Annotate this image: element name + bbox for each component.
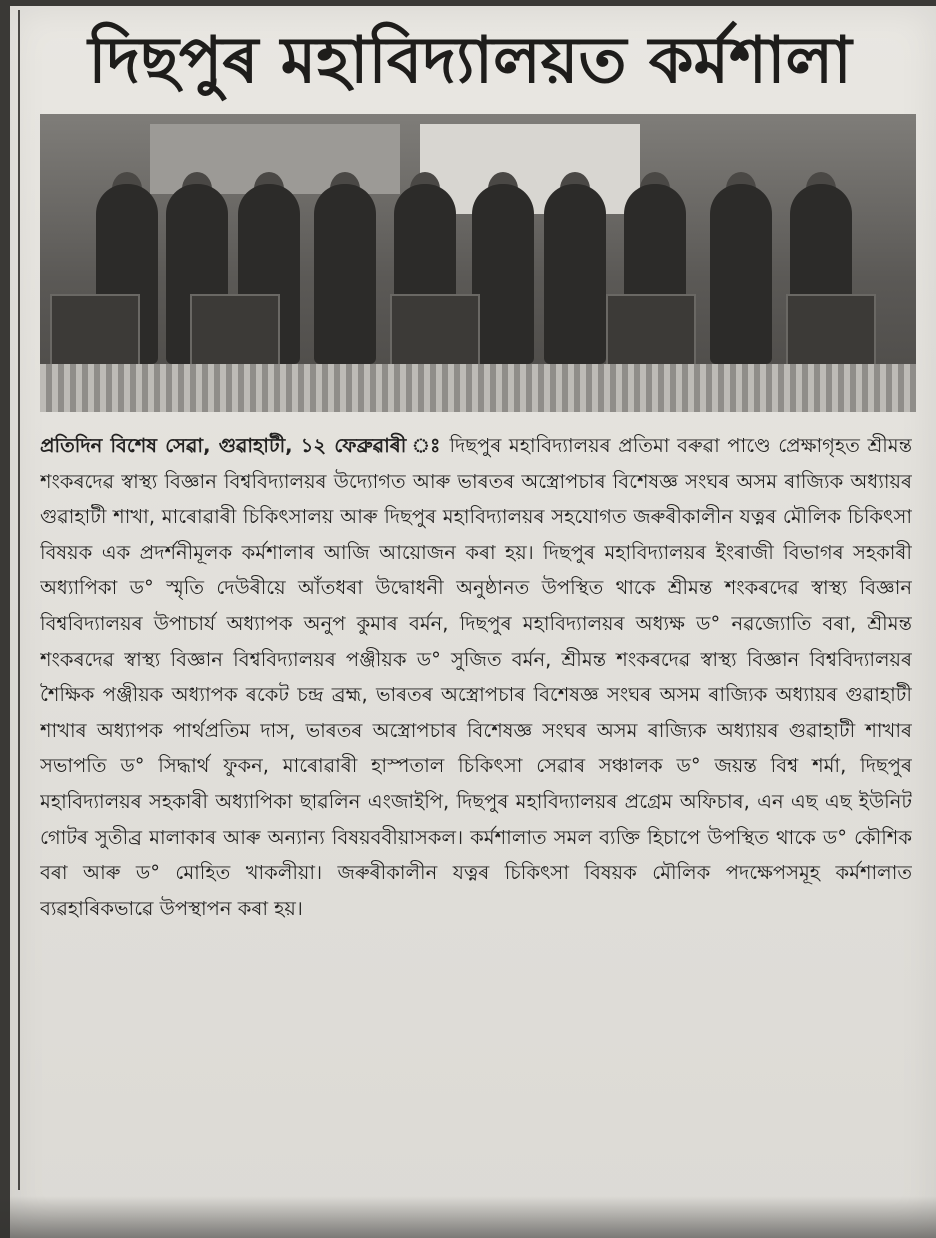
photo-podium (390, 294, 480, 370)
column-rule (18, 10, 20, 1190)
article-body (40, 428, 912, 1188)
photo-podium (50, 294, 140, 370)
photo-person (710, 184, 772, 364)
article-dateline: প্ৰতিদিন বিশেষ সেৱা, গুৱাহাটী, ১২ ফেব্ৰুৱাৰী ঃ (40, 434, 442, 457)
photo-podium (190, 294, 280, 370)
article-text: দিছপুৰ মহাবিদ্যালয়ৰ প্ৰতিমা বৰুৱা পাণ্ডে প্ৰেক্ষাগৃহত শ্ৰীমন্ত শংকৰদেৱ স্বাস্থ্য বিজ্ঞান বিশ্ববিদ্যালয়ৰ উদ্যোগত আৰু ভাৰতৰ অস্ত্ৰোপচাৰ বিশেষজ্ঞ সংঘৰ অসম ৰাজ্যিক অধ্যায়ৰ গুৱাহাটী শাখা, মাৰোৱাৰী চিকিৎসালয় আৰু দিছপুৰ মহাবিদ্যালয়ৰ সহযোগত জৰুৰীকালীন যত্নৰ মৌলিক চিকিৎসা বিষয়ক এক প্ৰদৰ্শনীমূলক কৰ্মশালাৰ আজি আয়োজন কৰা হয়। দিছপুৰ মহাবিদ্যালয়ৰ ইংৰাজী বিভাগৰ সহকাৰী অধ্যাপিকা ড° স্মৃতি দেউৰীয়ে আঁতধৰা উদ্বোধনী অনুষ্ঠানত উপস্থিত থাকে শ্ৰীমন্ত শংকৰদেৱ স্বাস্থ্য বিজ্ঞান বিশ্ববিদ্যালয়ৰ উপাচাৰ্য অধ্যাপক অনুপ কুমাৰ বৰ্মন, দিছপুৰ মহাবিদ্যালয়ৰ অধ্যক্ষ ড° নৱজ্যোতি বৰা, শ্ৰীমন্ত শংকৰদেৱ স্বাস্থ্য বিজ্ঞান বিশ্ববিদ্যালয়ৰ পঞ্জীয়ক ড° সুজিত বৰ্মন, শ্ৰীমন্ত শংকৰদেৱ স্বাস্থ্য বিজ্ঞান বিশ্ববিদ্যালয়ৰ শৈক্ষিক পঞ্জীয়ক অধ্যাপক ৰকেট চন্দ্ৰ ব্ৰহ্ম, ভাৰতৰ অস্ত্ৰোপচাৰ বিশেষজ্ঞ সংঘৰ অসম ৰাজ্যিক অধ্যায়ৰ গুৱাহাটী শাখাৰ অধ্যাপক পাৰ্থপ্ৰতিম দাস, ভাৰতৰ অস্ত্ৰোপচাৰ বিশেষজ্ঞ সংঘৰ অসম ৰাজ্যিক অধ্যায়ৰ গুৱাহাটী শাখাৰ সভাপতি ড° সিদ্ধাৰ্থ ফুকন, মাৰোৱাৰী হাস্পতাল চিকিৎসা সেৱাৰ সঞ্চালক ড° জয়ন্ত বিশ্ব শৰ্মা, দিছপুৰ মহাবিদ্যালয়ৰ সহকাৰী অধ্যাপিকা ছাৱলিন এংজাইপি, দিছপুৰ মহাবিদ্যালয়ৰ প্ৰগ্ৰেম অফিচাৰ, এন এছ এছ ইউনিট গোটৰ সুতীব্ৰ মালাকাৰ আৰু অন্যান্য বিষয়ববীয়াসকল। কৰ্মশালাত সমল ব্যক্তি হিচাপে উপস্থিত থাকে ড° কৌশিক বৰা আৰু ড° মোহিত খাকলীয়া। জৰুৰীকালীন যত্নৰ চিকিৎসা বিষয়ক মৌলিক পদক্ষেপসমূহ কৰ্মশালাত ব্যৱহাৰিকভাৱে উপস্থাপন কৰা হয়। (40, 434, 912, 920)
photo-person (544, 184, 606, 364)
event-photo (40, 114, 916, 412)
article-headline: দিছপুৰ মহাবিদ্যালয়ত কৰ্মশালা (88, 23, 852, 98)
photo-person (314, 184, 376, 364)
page-shadow (0, 1196, 936, 1238)
photo-floral-floor (40, 364, 916, 412)
photo-podium (786, 294, 876, 370)
photo-person (472, 184, 534, 364)
photo-podium (606, 294, 696, 370)
